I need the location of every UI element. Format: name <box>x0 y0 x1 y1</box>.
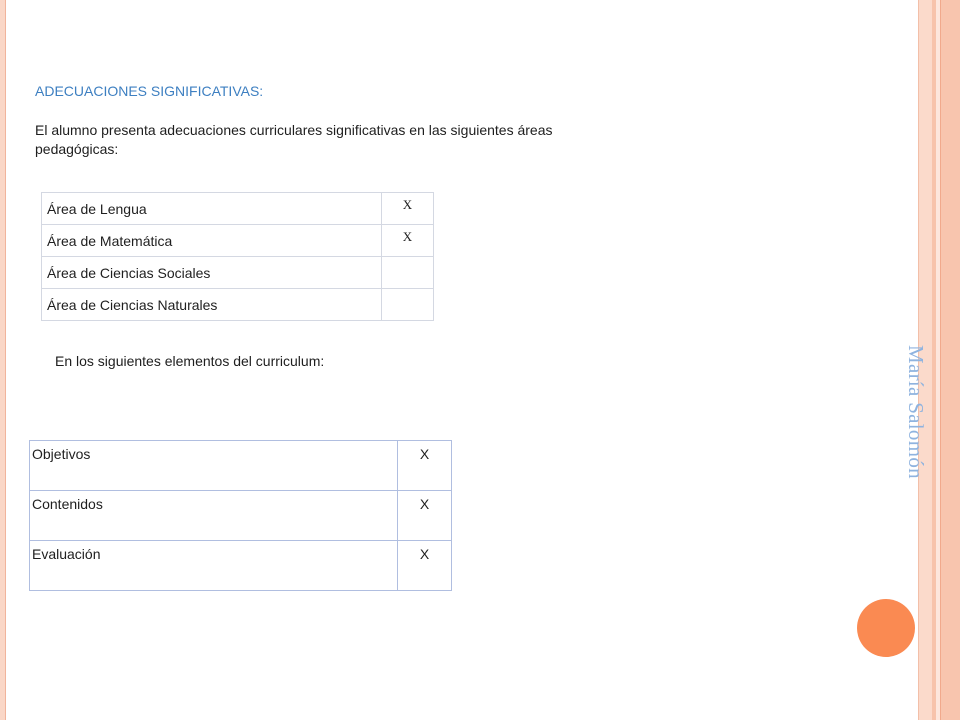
table-row <box>30 541 452 591</box>
table-row <box>30 491 452 541</box>
element-mark: X <box>398 491 452 541</box>
table-row <box>42 289 434 321</box>
element-mark: X <box>398 541 452 591</box>
subheading: En los siguientes elementos del curriculum: <box>55 353 325 369</box>
element-label: Evaluación <box>30 541 398 591</box>
decorative-circle <box>857 599 915 657</box>
curriculum-elements-table <box>29 440 452 591</box>
table-row <box>42 193 434 225</box>
element-mark: X <box>398 441 452 491</box>
area-label: Área de Matemática <box>42 225 382 257</box>
intro-text: El alumno presenta adecuaciones curriculares significativas en las siguientes áreas pedagógicas: <box>35 122 553 157</box>
area-label: Área de Lengua <box>42 193 382 225</box>
area-mark <box>382 257 434 289</box>
area-mark: X <box>382 225 434 257</box>
areas-table <box>41 192 434 321</box>
area-label: Área de Ciencias Naturales <box>42 289 382 321</box>
table-row <box>30 441 452 491</box>
element-label: Contenidos <box>30 491 398 541</box>
area-mark <box>382 289 434 321</box>
slide-heading: ADECUACIONES SIGNIFICATIVAS: <box>35 83 264 99</box>
right-band-decoration <box>940 0 960 720</box>
author-name: María Salomón <box>904 345 928 479</box>
element-label: Objetivos <box>30 441 398 491</box>
area-label: Área de Ciencias Sociales <box>42 257 382 289</box>
table-row <box>42 257 434 289</box>
area-mark: X <box>382 193 434 225</box>
table-row <box>42 225 434 257</box>
